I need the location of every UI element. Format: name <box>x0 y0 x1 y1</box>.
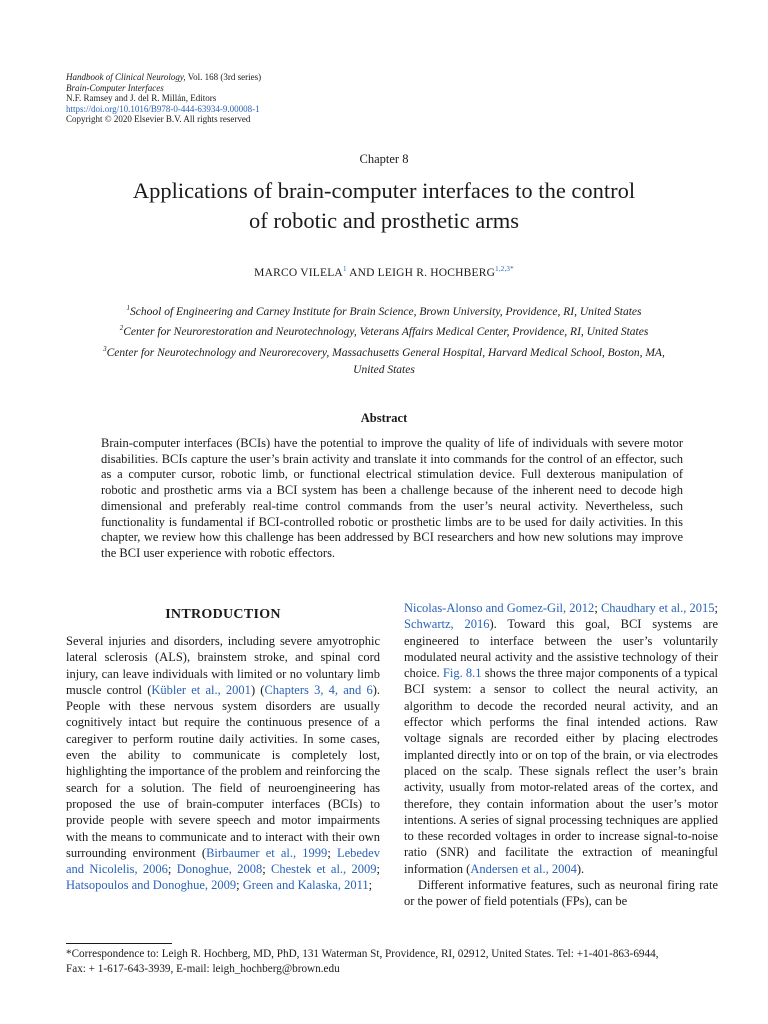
body-text: shows the three major components of a typical BCI system: a sensor to collect the neural activity, an algorithm to decode the recorded neural activity, and an effector which performs the final intended actions. Raw voltage signals are recorded either by placing electrodes implanted directly into or on top of the brain, or via electrodes placed on the scalp. These signals reflect the user’s brain activity, usually from motor-related areas of the cortex, and therefore, they contain information about the user’s motor intentions. A series of signal processing techniques are applied to these recorded voltages in order to increase signal-to-noise ratio (SNR) and facilitate the extraction of meaningful information ( <box>404 666 718 876</box>
citation-link[interactable]: Green and Kalaska, 2011 <box>242 878 369 893</box>
affiliation-3 <box>70 341 698 379</box>
chapter-link[interactable]: Chapters 3, 4, and 6 <box>264 682 373 697</box>
book-header <box>66 72 486 125</box>
copyright-line: Copyright © 2020 Elsevier B.V. All rights reserved <box>66 114 251 124</box>
correspondence-footnote <box>66 947 726 977</box>
body-text: Several injuries and disorders, including severe amyotrophic lateral sclerosis (ALS), brainstem stroke, and spinal cord injury, can leave individuals with limited or no voluntary limb muscle control ( <box>66 634 380 697</box>
body-text: ; <box>368 878 373 893</box>
intro-paragraph-1 <box>66 633 380 894</box>
chapter-label: Chapter 8 <box>359 152 409 166</box>
affiliation-number: 1 <box>126 304 131 312</box>
affiliation-text: Center for Neurorestoration and Neurotechnology, Veterans Affairs Medical Center, Providence, RI, United States <box>123 326 649 338</box>
left-column <box>66 633 380 894</box>
figure-link[interactable]: Fig. 8.1 <box>442 666 482 681</box>
chapter-title <box>60 176 708 236</box>
intro-paragraph-1-continued <box>404 600 718 877</box>
body-text: ; <box>167 862 177 877</box>
citation-link[interactable]: Hatsopoulos and Donoghue, 2009 <box>66 878 237 893</box>
affiliation-text: Center for Neurotechnology and Neurorecovery, Massachusetts General Hospital, Harvard Medical School, Boston, MA, <box>106 347 665 359</box>
citation-link[interactable]: Donoghue, 2008 <box>176 862 263 877</box>
abstract-text: Brain-computer interfaces (BCIs) have the potential to improve the quality of life of individuals with severe motor disabilities. BCIs capture the user’s brain activity and translate it into commands for the control of an effector, such as a computer cursor, robotic limb, or functional electrical stimulation device. Full dexterous manipulation of robotic and prosthetic arms via a BCI system has been a challenge because of the inherent need to decode high dimensional and preferably real-time control commands from the user’s neural activity. Nevertheless, such functionality is fundamental if BCI-controlled robotic or prosthetic limbs are to be used for daily activities. In this chapter, we review how this challenge has been addressed by BCI researchers and how new solutions may improve the BCI user experience with robotic effectors. <box>101 436 683 560</box>
book-title: Handbook of Clinical Neurology, <box>66 72 186 82</box>
author-list <box>0 265 768 279</box>
affiliation-text: School of Engineering and Carney Institute for Brain Science, Brown University, Providence, RI, United States <box>130 306 642 318</box>
book-editors: N.F. Ramsey and J. del R. Millán, Editors <box>66 93 217 103</box>
citation-link[interactable]: Andersen et al., 2004 <box>470 861 577 876</box>
citation-link[interactable]: Birbaumer et al., 1999 <box>206 845 328 860</box>
title-line-2: of robotic and prosthetic arms <box>249 208 519 233</box>
title-line-1: Applications of brain-computer interfaces to the control <box>132 178 636 203</box>
doi-link[interactable]: https://doi.org/10.1016/B978-0-444-63934-9.00008-1 <box>66 103 260 114</box>
affiliation-2 <box>70 320 698 341</box>
body-text: ; <box>376 862 380 877</box>
body-text: ; <box>714 601 718 615</box>
citation-link[interactable]: Chaudhary et al., 2015 <box>600 601 715 615</box>
book-volume: Vol. 168 (3rd series) <box>185 72 262 82</box>
body-text: ; <box>236 878 243 893</box>
citation-link[interactable]: Schwartz, 2016 <box>404 617 490 632</box>
affiliation-text-continued: United States <box>353 364 415 376</box>
correspondence-star[interactable]: * <box>510 265 514 273</box>
right-column <box>404 600 718 910</box>
affiliation-number: 2 <box>119 324 124 332</box>
author-affiliation-marker[interactable]: 1 <box>342 265 347 273</box>
footnote-line-2: Fax: + 1-617-643-3939, E-mail: leigh_hochberg@brown.edu <box>66 963 340 975</box>
body-text: ; <box>327 845 337 860</box>
body-text: ). People with these nervous system disorders are usually cognitively intact but require the continuous presence of a caregiver to perform routine daily activities. In some cases, even the ability to communicate is completely lost, highlighting the importance of the problem and reinforcing the search for a solution. The field of neuroengineering has proposed the use of brain-computer interfaces (BCIs) to provide people with severe speech and motor impairments with the means to communicate and to interact with their own surrounding environment ( <box>66 682 380 860</box>
body-text: ). Toward this goal, BCI systems are engineered to interface between the user’s voluntarily modulated neural activity and the assistive technology of their choice. <box>404 617 718 681</box>
author-affiliation-marker[interactable]: 1,2,3 <box>495 265 511 273</box>
citation-link[interactable]: Kübler et al., 2001 <box>151 682 251 697</box>
intro-paragraph-2: Different informative features, such as neuronal firing rate or the power of field potentials (FPs), can be <box>404 878 718 909</box>
citation-link[interactable]: Chestek et al., 2009 <box>271 862 377 877</box>
author-conjunction: AND <box>346 267 378 279</box>
footnote-line-1: *Correspondence to: Leigh R. Hochberg, MD, PhD, 131 Waterman St, Providence, RI, 02912, United States. Tel: +1-401-863-6944, <box>66 948 659 960</box>
author-name: LEIGH R. HOCHBERG <box>377 267 496 279</box>
body-text: ). <box>576 861 585 876</box>
body-text: ; <box>594 601 601 615</box>
citation-link[interactable]: Nicolas-Alonso and Gomez-Gil, 2012 <box>404 601 595 615</box>
body-text: ; <box>262 862 271 877</box>
body-text: ) ( <box>250 682 265 697</box>
footnote-divider <box>66 943 172 944</box>
citation-link[interactable]: Lebedev and Nicolelis, 2006 <box>66 845 380 877</box>
affiliation-1 <box>70 300 698 321</box>
book-subtitle: Brain-Computer Interfaces <box>66 82 164 93</box>
author-name: MARCO VILELA <box>254 267 343 279</box>
introduction-heading: INTRODUCTION <box>165 607 281 622</box>
affiliation-number: 3 <box>103 345 107 353</box>
abstract-heading: Abstract <box>360 411 408 425</box>
